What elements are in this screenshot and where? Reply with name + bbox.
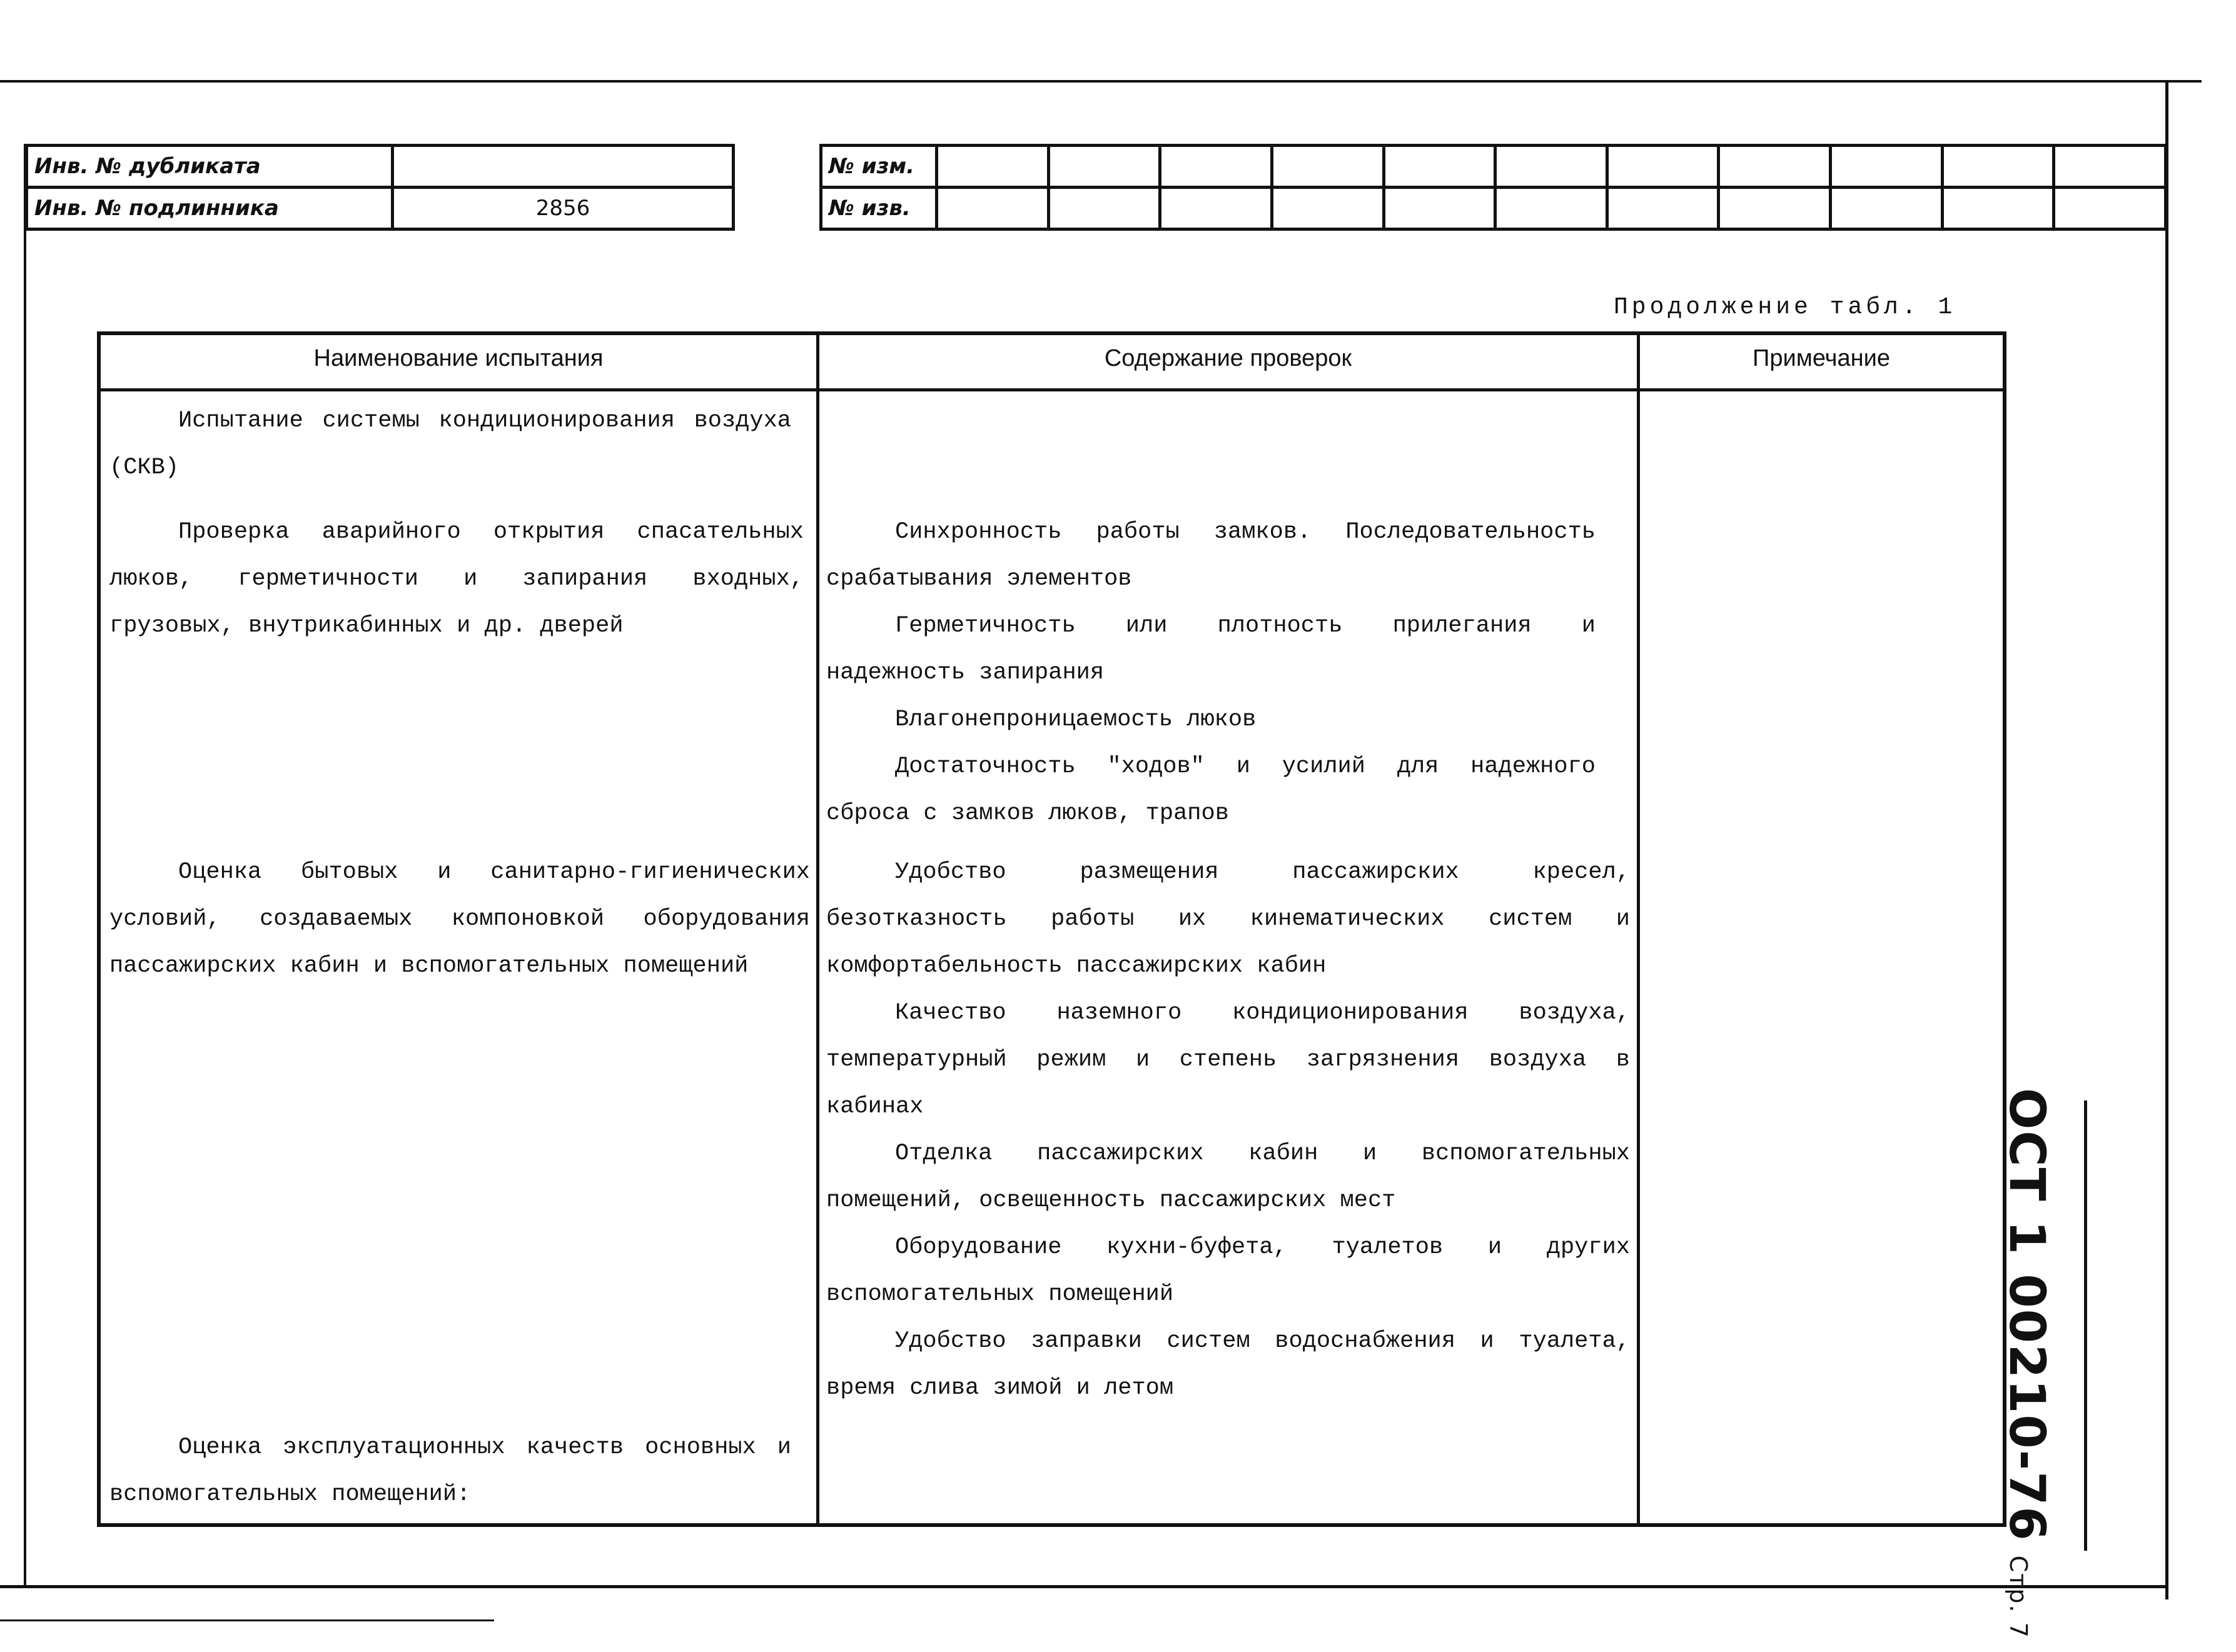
change-cell [1607, 146, 1719, 188]
original-label: Инв. № подлинника [27, 188, 393, 229]
test-name-item: Проверка аварийного открытия спасательных люков, герметичности и запирания входных, грузовых, внутрикабинных и др. дверей [109, 519, 804, 639]
notice-cell [1384, 188, 1495, 229]
header-note: Примечание [1753, 345, 1890, 371]
standard-code-vertical [1998, 1088, 2055, 1639]
notice-cell [1048, 188, 1160, 229]
check-item: Качество наземного кондиционирования воздуха, температурный режим и степень загрязнения воздуха в кабинах [826, 1000, 1630, 1120]
change-cell [1495, 146, 1607, 188]
check-content-cell [826, 509, 1596, 837]
test-name-item: Оценка бытовых и санитарно-гигиенических условий, создаваемых компоновкой оборудования пассажирских кабин и вспомогательных помещений [109, 859, 810, 979]
change-cell [1048, 146, 1160, 188]
change-label: № изм. [821, 146, 937, 188]
top-border-line [0, 80, 2202, 83]
side-code-rule [2084, 1100, 2087, 1551]
notice-cell [1831, 188, 1943, 229]
duplicate-label: Инв. № дубликата [27, 146, 393, 188]
column-divider-2 [1637, 335, 1640, 1523]
change-cell [937, 146, 1049, 188]
test-name-item: Испытание системы кондиционирования воздуха (СКВ) [109, 408, 791, 481]
inner-frame-left [24, 144, 26, 1588]
original-value: 2856 [393, 188, 734, 229]
header-rule [101, 388, 2003, 391]
test-name-cell [109, 1424, 791, 1518]
change-cell [1272, 146, 1384, 188]
change-cell [2054, 146, 2166, 188]
duplicate-value [393, 146, 734, 188]
notice-cell [1495, 188, 1607, 229]
notice-cell [1719, 188, 1831, 229]
check-item: Оборудование кухни-буфета, туалетов и других вспомогательных помещений [826, 1234, 1630, 1307]
table-continuation-title: Продолжение табл. 1 [1614, 294, 1956, 321]
check-item: Герметичность или плотность прилегания и надежность запирания [826, 613, 1596, 686]
bottom-secondary-line [0, 1619, 494, 1621]
check-item: Влагонепроницаемость люков [895, 707, 1257, 733]
header-test-name: Наименование испытания [313, 345, 604, 371]
check-item: Удобство заправки систем водоснабжения и туалета, время слива зимой и летом [826, 1328, 1630, 1401]
standard-code: ОСТ 1 00210-76 [1998, 1088, 2055, 1542]
check-item: Синхронность работы замков. Последовательность срабатывания элементов [826, 519, 1596, 592]
check-content-cell [826, 849, 1630, 1412]
page-number: Стр. 7 [2005, 1555, 2032, 1639]
right-border-line [2165, 80, 2168, 1599]
notice-cell [1942, 188, 2054, 229]
change-cell [1942, 146, 2054, 188]
notice-cell [1160, 188, 1272, 229]
check-item: Отделка пассажирских кабин и вспомогательных помещений, освещенность пассажирских мест [826, 1141, 1630, 1214]
change-cell [1831, 146, 1943, 188]
notice-cell [1272, 188, 1384, 229]
inventory-stamp [25, 144, 735, 231]
notice-cell [1607, 188, 1719, 229]
column-divider-1 [816, 335, 819, 1523]
header-check-content: Содержание проверок [1104, 345, 1352, 371]
test-name-cell [109, 849, 810, 990]
check-item: Достаточность "ходов" и усилий для надежного сброса с замков люков, трапов [826, 753, 1596, 827]
change-stamp [819, 144, 2167, 231]
change-cell [1719, 146, 1831, 188]
change-cell [1160, 146, 1272, 188]
test-name-cell [109, 398, 791, 491]
test-name-cell [109, 509, 804, 650]
bottom-border-line [0, 1585, 2168, 1588]
notice-cell [2054, 188, 2166, 229]
change-cell [1384, 146, 1495, 188]
check-item: Удобство размещения пассажирских кресел, безотказность работы их кинематических систем и комфортабельность пассажирских кабин [826, 859, 1630, 979]
notice-label: № изв. [821, 188, 937, 229]
notice-cell [937, 188, 1049, 229]
test-name-item: Оценка эксплуатационных качеств основных и вспомогательных помещений: [109, 1434, 791, 1508]
tests-table [97, 331, 2006, 1527]
